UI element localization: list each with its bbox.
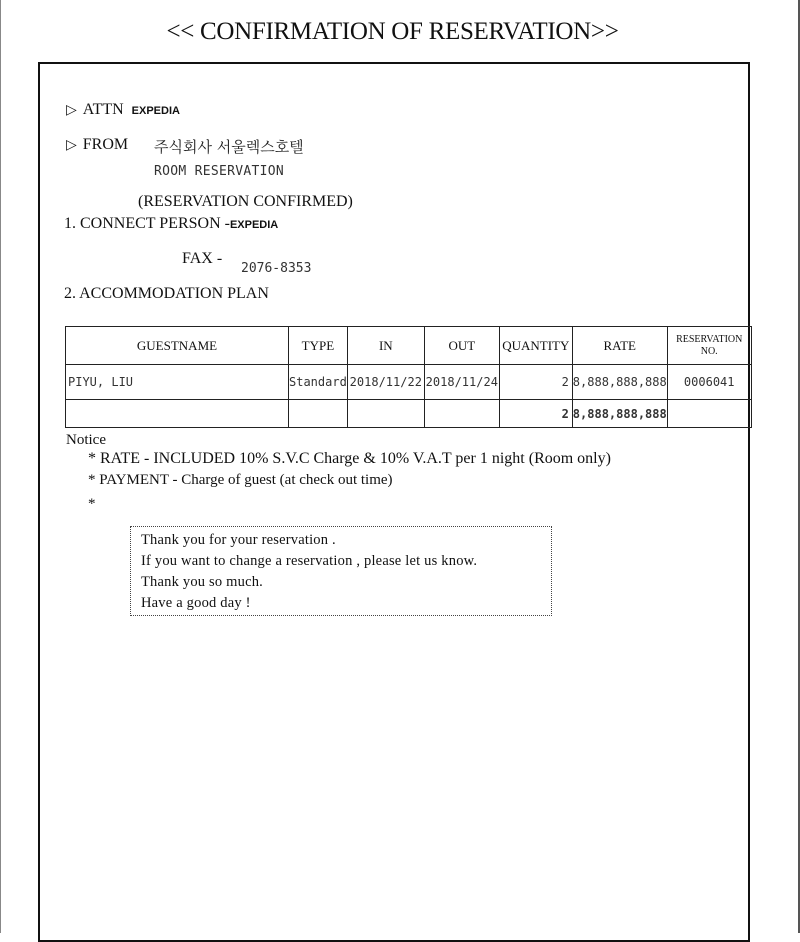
cell-empty	[347, 400, 424, 428]
header-reservation-no: RESERVATION NO.	[667, 327, 751, 365]
from-room-reservation: ROOM RESERVATION	[154, 164, 285, 179]
notice-heading: Notice	[66, 432, 106, 448]
message-line: If you want to change a reservation , please let us know.	[141, 553, 478, 569]
cell-empty	[667, 400, 751, 428]
cell-quantity: 2	[499, 365, 572, 400]
attn-line	[66, 101, 180, 119]
notice-payment: * PAYMENT - Charge of guest (at check out time)	[88, 472, 393, 488]
attn-label: ATTN	[82, 101, 124, 118]
triangle-bullet-icon: ▷	[66, 138, 77, 153]
cell-guest: PIYU, LIU	[66, 365, 289, 400]
from-hotel: 주식회사 서울렉스호텔	[154, 138, 304, 156]
cell-empty	[289, 400, 348, 428]
cell-empty	[424, 400, 499, 428]
reservation-status: (RESERVATION CONFIRMED)	[138, 193, 353, 210]
from-line	[66, 136, 128, 154]
table-header-row	[66, 327, 752, 365]
message-line: Have a good day !	[141, 595, 251, 611]
total-quantity: 2	[499, 400, 572, 428]
header-guestname: GUESTNAME	[66, 327, 289, 365]
header-rate: RATE	[572, 327, 667, 365]
table-row	[66, 365, 752, 400]
table-total-row	[66, 400, 752, 428]
notice-rate: * RATE - INCLUDED 10% S.V.C Charge & 10% V.A.T per 1 night (Room only)	[88, 450, 611, 467]
connect-person-value: EXPEDIA	[229, 219, 279, 231]
cell-reservation-no: 0006041	[667, 365, 751, 400]
triangle-bullet-icon: ▷	[66, 103, 77, 118]
fax-number: 2076-8353	[241, 261, 312, 276]
attn-value: EXPEDIA	[131, 105, 180, 117]
from-label: FROM	[82, 136, 129, 153]
header-out: OUT	[424, 327, 499, 365]
cell-in: 2018/11/22	[347, 365, 424, 400]
total-rate: 8,888,888,888	[572, 400, 667, 428]
accommodation-table	[65, 326, 752, 428]
message-line: Thank you so much.	[141, 574, 264, 590]
page-edge-left	[0, 0, 1, 933]
message-line: Thank you for your reservation .	[141, 532, 336, 548]
notice-empty-bullet: *	[88, 496, 96, 512]
cell-rate: 8,888,888,888	[572, 365, 667, 400]
plan-heading: 2. ACCOMMODATION PLAN	[64, 285, 269, 302]
cell-out: 2018/11/24	[424, 365, 499, 400]
connect-person-line	[64, 215, 278, 233]
document-title: << CONFIRMATION OF RESERVATION>>	[166, 18, 619, 45]
cell-type: Standard	[289, 365, 348, 400]
cell-empty	[66, 400, 289, 428]
header-quantity: QUANTITY	[499, 327, 572, 365]
connect-person-label: 1. CONNECT PERSON -	[64, 215, 230, 232]
header-in: IN	[347, 327, 424, 365]
header-type: TYPE	[289, 327, 348, 365]
thank-you-box	[130, 526, 552, 616]
fax-label: FAX -	[182, 250, 223, 267]
